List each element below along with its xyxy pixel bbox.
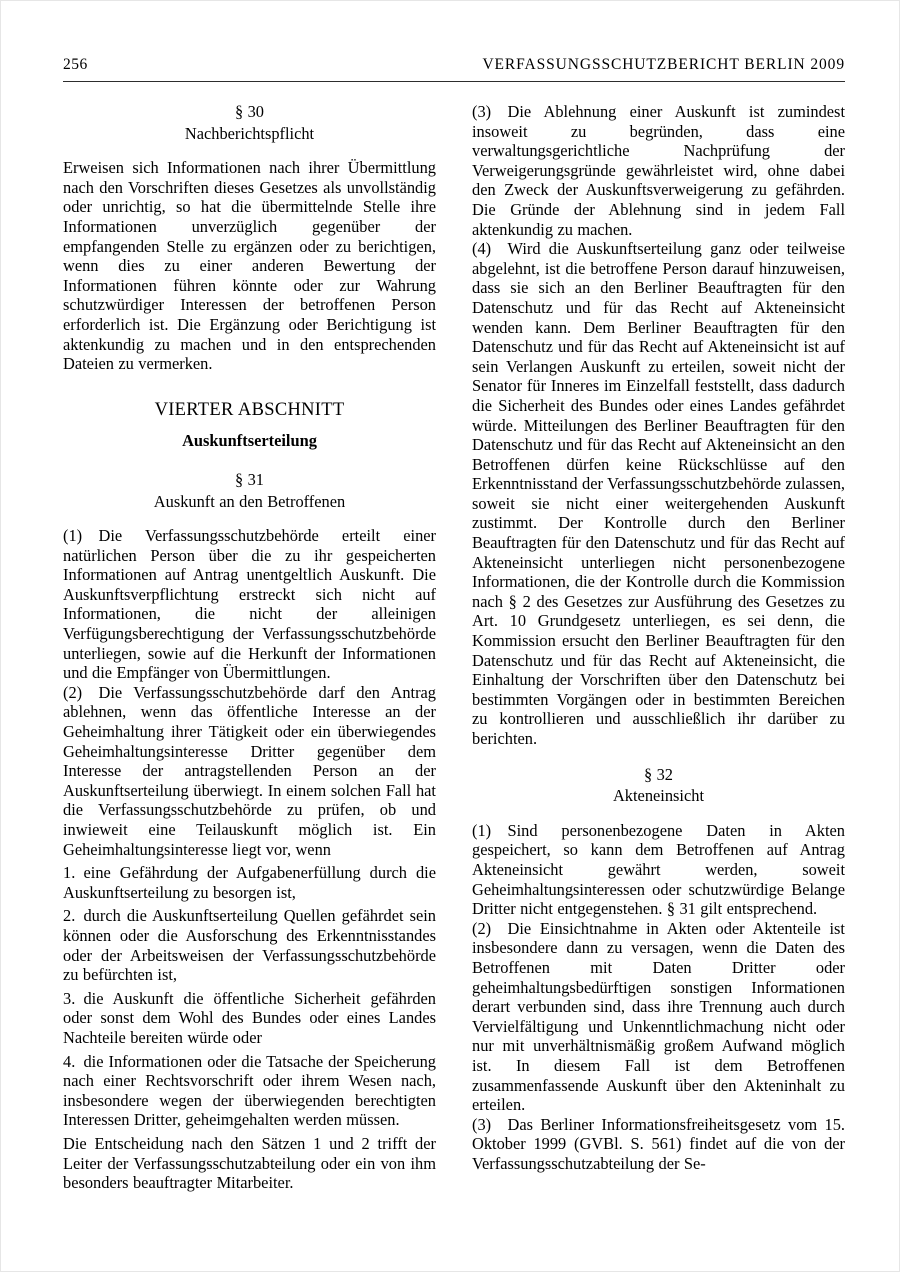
paragraph-31-abs-2-nr-2: 2. durch die Auskunftserteilung Quellen gefährdet sein können oder die Ausforschung des Erkenntnisstandes oder der Arbeitsweisen der Verfassungsschutzbehörde zu befürchten ist, (63, 906, 436, 985)
header-rule (63, 81, 845, 82)
left-column (63, 102, 436, 1193)
paragraph-31-abs-2-schluss: Die Entscheidung nach den Sätzen 1 und 2 trifft der Leiter der Verfassungsschutzabteilung oder ein von ihm besonders beauftragter Mitarbeiter. (63, 1133, 436, 1193)
running-title: VERFASSUNGSSCHUTZBERICHT BERLIN 2009 (482, 56, 845, 73)
paragraph-31-abs-3: (3) Die Ablehnung einer Auskunft ist zumindest insoweit zu begründen, dass eine verwaltungsgerichtliche Nachprüfung der Verweigerungsgründe gewährleistet wird, ohne dabei den Zweck der Auskunftsverweigerung zu gefährden. Die Gründe der Ablehnung sind in jedem Fall aktenkundig zu machen. (472, 102, 845, 239)
running-head (63, 56, 845, 74)
paragraph-31-abs-2-nr-1: 1. eine Gefährdung der Aufgabenerfüllung durch die Auskunftserteilung zu besorgen ist, (63, 863, 436, 902)
heading-paragraph-31: § 31 (234, 469, 264, 489)
heading-auskunft-an-den-betroffenen: Auskunft an den Betroffenen (153, 491, 346, 511)
heading-paragraph-32: § 32 (643, 764, 673, 784)
heading-akteneinsicht: Akteneinsicht (612, 786, 705, 806)
right-column (472, 102, 845, 1193)
paragraph-31-abs-2-nr-3: 3. die Auskunft die öffentliche Sicherheit gefährden oder sonst dem Wohl des Bundes oder eines Landes Nachteile bereiten würde oder (63, 988, 436, 1047)
paragraph-31-abs-2-nr-4: 4. die Informationen oder die Tatsache der Speicherung nach einer Rechtsvorschrift oder ihrem Wesen nach, insbesondere wegen der überwiegenden berechtigten Interessen Dritter, geheimgehalten werden müssen. (63, 1051, 436, 1130)
text-columns (63, 102, 845, 1193)
page-number: 256 (63, 56, 88, 73)
heading-paragraph-30: § 30 (234, 102, 264, 121)
paragraph-31-abs-2: (2) Die Verfassungsschutzbehörde darf den Antrag ablehnen, wenn das öffentliche Interesse an der Geheimhaltung ihrer Tätigkeit oder ein überwiegendes Geheimhaltungsinteresse Dritter gegenüber dem Interesse der antragstellenden Person an der Auskunftserteilung überwiegt. In einem solchen Fall hat die Verfassungsschutzbehörde zu prüfen, ob und inwieweit eine Teilauskunft möglich ist. Ein Geheimhaltungsinteresse liegt vor, wenn (63, 682, 436, 859)
paragraph-32-abs-3: (3) Das Berliner Informationsfreiheitsgesetz vom 15. Oktober 1999 (GVBl. S. 561) findet auf die von der Verfassungsschutzabteilung der Se- (472, 1114, 845, 1173)
paragraph-32-abs-1: (1) Sind personenbezogene Daten in Akten gespeichert, so kann dem Betroffenen auf Antrag Akteneinsicht gewährt werden, soweit Geheimhaltungsinteressen oder schutzwürdige Belange Dritter nicht entgegenstehen. § 31 gilt entsprechend. (472, 820, 845, 919)
heading-nachberichtspflicht: Nachberichtspflicht (184, 123, 315, 143)
page-header (63, 56, 845, 82)
paragraph-32-abs-2: (2) Die Einsichtnahme in Akten oder Aktenteile ist insbesondere dann zu versagen, wenn die Daten des Betroffenen mit Daten Dritter oder geheimhaltungsbedürftigen sonstigen Informationen derart verbunden sind, dass ihre Trennung auch durch Vervielfältigung und Unkenntlichmachung nicht oder nur mit unverhältnismäßig großem Aufwand möglich ist. In diesem Fall ist dem Betroffenen zusammenfassende Auskunft über den Akteninhalt zu erteilen. (472, 918, 845, 1115)
paragraph-30-text: Erweisen sich Informationen nach ihrer Übermittlung nach den Vorschriften dieses Gesetzes als unvollständig oder unrichtig, so hat die übermittelnde Stelle ihre Informationen unverzüglich gegenüber der empfangenden Stelle zu ergänzen oder zu berichtigen, wenn dies zu einer anderen Bewertung der Informationen führen könnte oder zur Wahrung schutzwürdiger Interessen der betroffenen Person erforderlich ist. Die Ergänzung oder Berichtigung ist aktenkundig zu machen und in den entsprechenden Dateien zu vermerken. (63, 158, 436, 374)
paragraph-31-abs-4: (4) Wird die Auskunftserteilung ganz oder teilweise abgelehnt, ist die betroffene Person darauf hinzuweisen, dass sie sich an den Berliner Beauftragten für den Datenschutz und für das Recht auf Akteneinsicht wenden kann. Dem Berliner Beauftragten für den Datenschutz und für das Recht auf Akteneinsicht ist auf sein Verlangen Auskunft zu erteilen, soweit nicht der Senator für Inneres im Einzelfall feststellt, dass dadurch die Sicherheit des Bundes oder eines Landes gefährdet würde. Mitteilungen des Berliner Beauftragten für den Datenschutz und für das Recht auf Akteneinsicht an den Betroffenen dürfen keine Rückschlüsse auf den Erkenntnisstand der Verfassungsschutzbehörde zulassen, soweit sie nicht einer weitergehenden Auskunft zustimmt. Der Kontrolle durch den Berliner Beauftragten für den Datenschutz und für das Recht auf Akteneinsicht unterliegen nicht personenbezogene Informationen, die der Kontrolle durch die Kommission nach § 2 des Gesetzes zur Ausführung des Gesetzes zu Art. 10 Grundgesetz unterliegen, es sei denn, die Kommission ersucht den Berliner Beauftragten für den Datenschutz und für das Recht auf Akteneinsicht, die Einhaltung der Vorschriften über den Datenschutz bei bestimmten Vorgängen oder in bestimmten Bereichen zu kontrollieren und ausschließlich ihr darüber zu berichten. (472, 239, 846, 748)
paragraph-31-abs-1: (1) Die Verfassungsschutzbehörde erteilt einer natürlichen Person über die zu ihr gespeicherten Informationen auf Antrag unentgeltlich Auskunft. Die Auskunftsverpflichtung erstreckt sich nicht auf Informationen, die nicht der alleinigen Verfügungsberechtigung der Verfassungsschutzbehörde unterliegen, sowie auf die Herkunft der Informationen und die Empfänger von Übermittlungen. (63, 526, 436, 683)
heading-vierter-abschnitt: VIERTER ABSCHNITT (154, 399, 345, 420)
heading-auskunftserteilung: Auskunftserteilung (182, 431, 317, 451)
